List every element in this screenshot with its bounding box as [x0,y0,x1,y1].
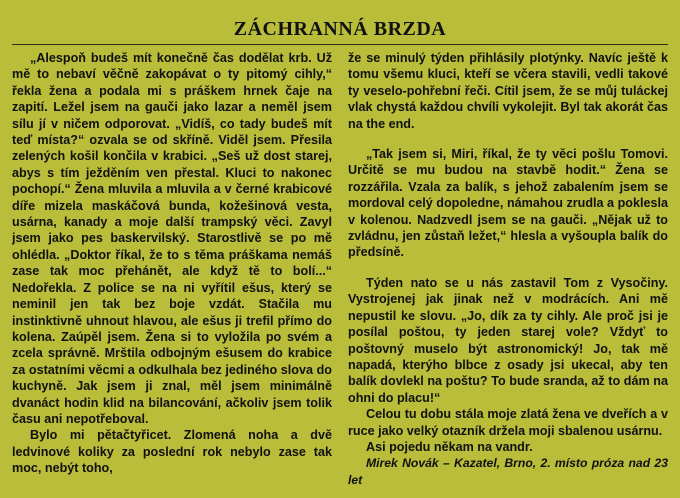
paragraph: že se minulý týden přihlásily plotýnky. Navíc ještě k tomu všemu kluci, kteří se včera stavili, vedli takové ty veselo-pohřební řeči. Cítil jsem, že se můj tuláckej vlak chystá každou chvíli vykolejit. Byl tak akorát čas na the end. [348,51,668,131]
author-signature: Mirek Novák – Kazatel, Brno, 2. místo próza nad 23 let [348,456,668,487]
right-column [348,50,668,492]
paragraph: „Alespoň budeš mít konečně čas dodělat krb. Už mě to nebaví věčně zakopávat o ty pitomý cihly,“ řekla žena a podala mi s práškem hrnek čaje na zapití. Ležel jsem na gauči jako lazar a neměl jsem sílu jí v ničem odporovat. „Vidíš, co tady budeš mít teď místa?“ ozvala se od skříně. Viděl jsem. Přesila zelených košil končila v krabici. „Seš už dost starej, abys s tím ježděním ven přestal. Kluci to nakonec pochopí.“ Žena mluvila a mluvila a v černé krabicové díře mizela maskáčová bunda, kožešinová vesta, usárna, kanady a moje další trampský věci. Zavyl jsem jako pes baskervilský. Starostlivě se po mě ohlédla. „Doktor říkal, že to s těma práškama nemáš zase tak moc přehánět, ale když tě to bolí...“ Nedořekla. Z police se na ni vyřítil ešus, který se neminil jen tak bez boje vzdát. Stačila mu instinktivně uhnout hlavou, ale ešus ji trefil přímo do kolena. Zaúpěl jsem. Žena si to vyložila po svém a zcela správně. Mrštila odbojným ešusem do krabice za ostatními věcmi a odkulhala bez jediného slova do kuchyně. Jak jsem ji znal, měl jsem minimálně dvanáct hodin klid na bilancování, ačkoliv jsem tolik času ani nepotřeboval. [12,51,332,426]
paragraph: Asi pojedu někam na vandr. [366,439,533,454]
title-divider [12,44,668,45]
paragraph: Týden nato se u nás zastavil Tom z Vysočiny. Vystrojenej jak jinak než v modrácích. Ani mě nepustil ke slovu. „Jo, dík za ty cihly. Ale proč jsi je posílal poštou, ty jeden starej vole? Vždyť to poštovný muselo být astronomický! Jo, tak mě napadá, kterýho blbce z osady jsi ukecal, aby ten balík dovlekl na poštu? To bude sranda, až to dám na ohni do placu!“ [348,275,668,405]
paragraph: „Tak jsem si, Miri, říkal, že ty věci pošlu Tomovi. Určitě se mu budou na stavbě hodit.“ Žena se rozzářila. Vzala za balík, s jehož zabalením jsem se mordoval celý dopoledne, námahou zrudla a poklesla v kolenou. Nadzvedl jsem se na gauči. „Nějak už to zvládnu, jen zůstaň ležet,“ hlesla a vyšoupla balík do předsíně. [348,147,668,260]
left-column [12,50,332,492]
paragraph: Bylo mi pětačtyřicet. Zlomená noha a dvě ledvinové koliky za poslední rok nebylo zase tak moc, nebýt toho, [12,428,332,476]
article-title: ZÁCHRANNÁ BRZDA [233,18,447,40]
paragraph: Celou tu dobu stála moje zlatá žena ve dveřích a v ruce jako velký otazník držela moji sbalenou usárnu. [348,407,668,438]
article-body [12,50,668,492]
